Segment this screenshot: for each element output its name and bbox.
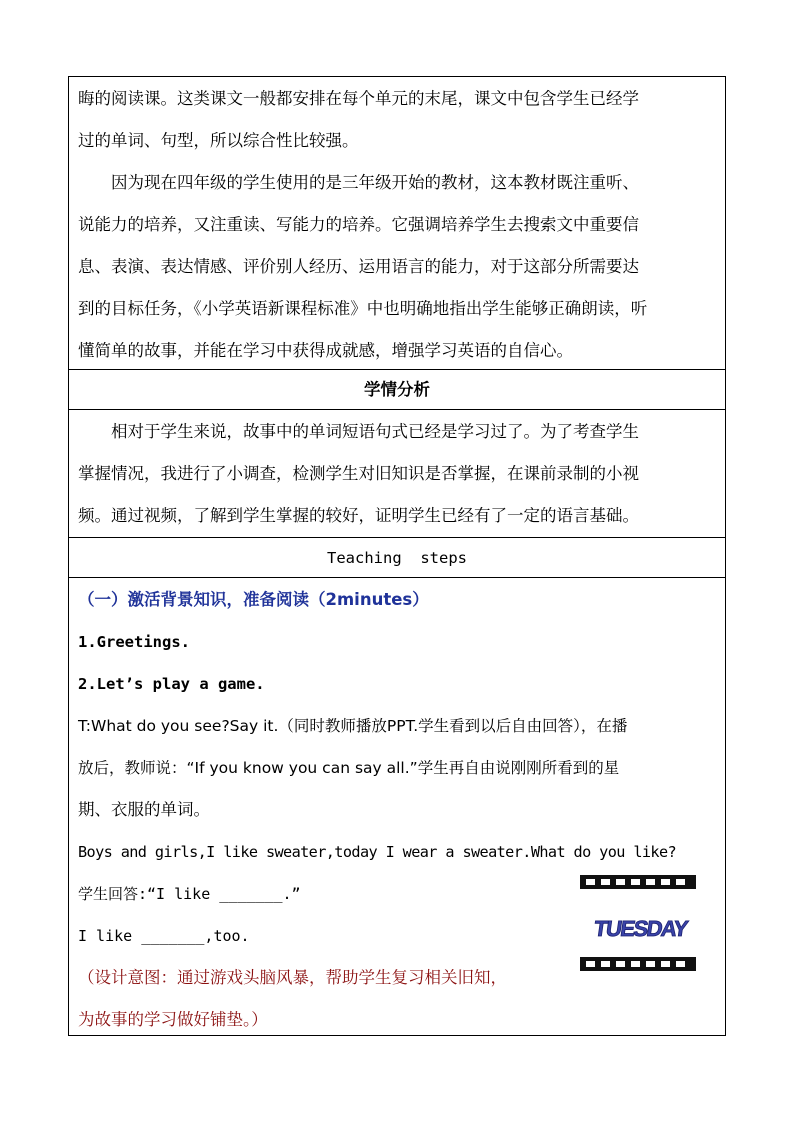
tuesday-film-strip-image <box>580 875 696 971</box>
student-line-2: 掌握情况，我进行了小调查，检测学生对旧知识是否掌握，在课前录制的小视 <box>78 464 639 483</box>
intro-section <box>69 77 725 370</box>
student-answer-line: 学生回答:“I like _______.” <box>78 885 301 903</box>
teacher-line-2: 放后，教师说：“If you know you can say all.”学生再自由说刚刚所看到的星 <box>78 759 620 777</box>
intro-line-5: 息、表演、表达情感、评价别人经历、运用语言的能力，对于这部分所需要达 <box>78 257 639 276</box>
teaching-steps-title: Teaching steps <box>327 549 467 567</box>
design-intent-line-1: （设计意图：通过游戏头脑风暴，帮助学生复习相关旧知， <box>78 968 507 987</box>
student-analysis-body <box>69 410 725 538</box>
boys-and-girls-line: Boys and girls,I like sweater,today I wear a sweater.What do you like? <box>78 843 677 861</box>
too-line: I like _______,too. <box>78 927 250 945</box>
design-intent-line-2: 为故事的学习做好铺垫。） <box>78 1010 268 1029</box>
tuesday-word: TUESDAY <box>592 916 689 941</box>
intro-line-3: 因为现在四年级的学生使用的是三年级开始的教材，这本教材既注重听、 <box>111 173 639 192</box>
student-analysis-heading-row <box>69 370 725 410</box>
intro-line-1: 晦的阅读课。这类课文一般都安排在每个单元的末尾，课文中包含学生已经学 <box>78 89 639 108</box>
intro-line-4: 说能力的培养，又注重读、写能力的培养。它强调培养学生去搜索文中重要信 <box>78 215 639 234</box>
step-1-title: （一）激活背景知识，准备阅读（2minutes） <box>78 590 429 609</box>
student-line-3: 频。通过视频，了解到学生掌握的较好，证明学生已经有了一定的语言基础。 <box>78 506 639 525</box>
item-play-game: 2.Let’s play a game. <box>78 675 265 693</box>
teacher-line-3: 期、衣服的单词。 <box>78 800 210 819</box>
student-line-1: 相对于学生来说，故事中的单词短语句式已经是学习过了。为了考查学生 <box>111 422 639 441</box>
intro-line-7: 懂简单的故事，并能在学习中获得成就感，增强学习英语的自信心。 <box>78 341 573 360</box>
student-analysis-title: 学情分析 <box>364 380 430 399</box>
intro-line-2: 过的单词、句型，所以综合性比较强。 <box>78 131 359 150</box>
intro-line-6: 到的目标任务，《小学英语新课程标准》中也明确地指出学生能够正确朗读，听 <box>78 299 648 318</box>
lesson-plan-table <box>68 76 726 1036</box>
teaching-steps-heading-row <box>69 538 725 578</box>
item-greetings: 1.Greetings. <box>78 633 190 651</box>
teacher-line-1: T:What do you see?Say it.（同时教师播放PPT.学生看到以后自由回答），在播 <box>78 717 628 735</box>
